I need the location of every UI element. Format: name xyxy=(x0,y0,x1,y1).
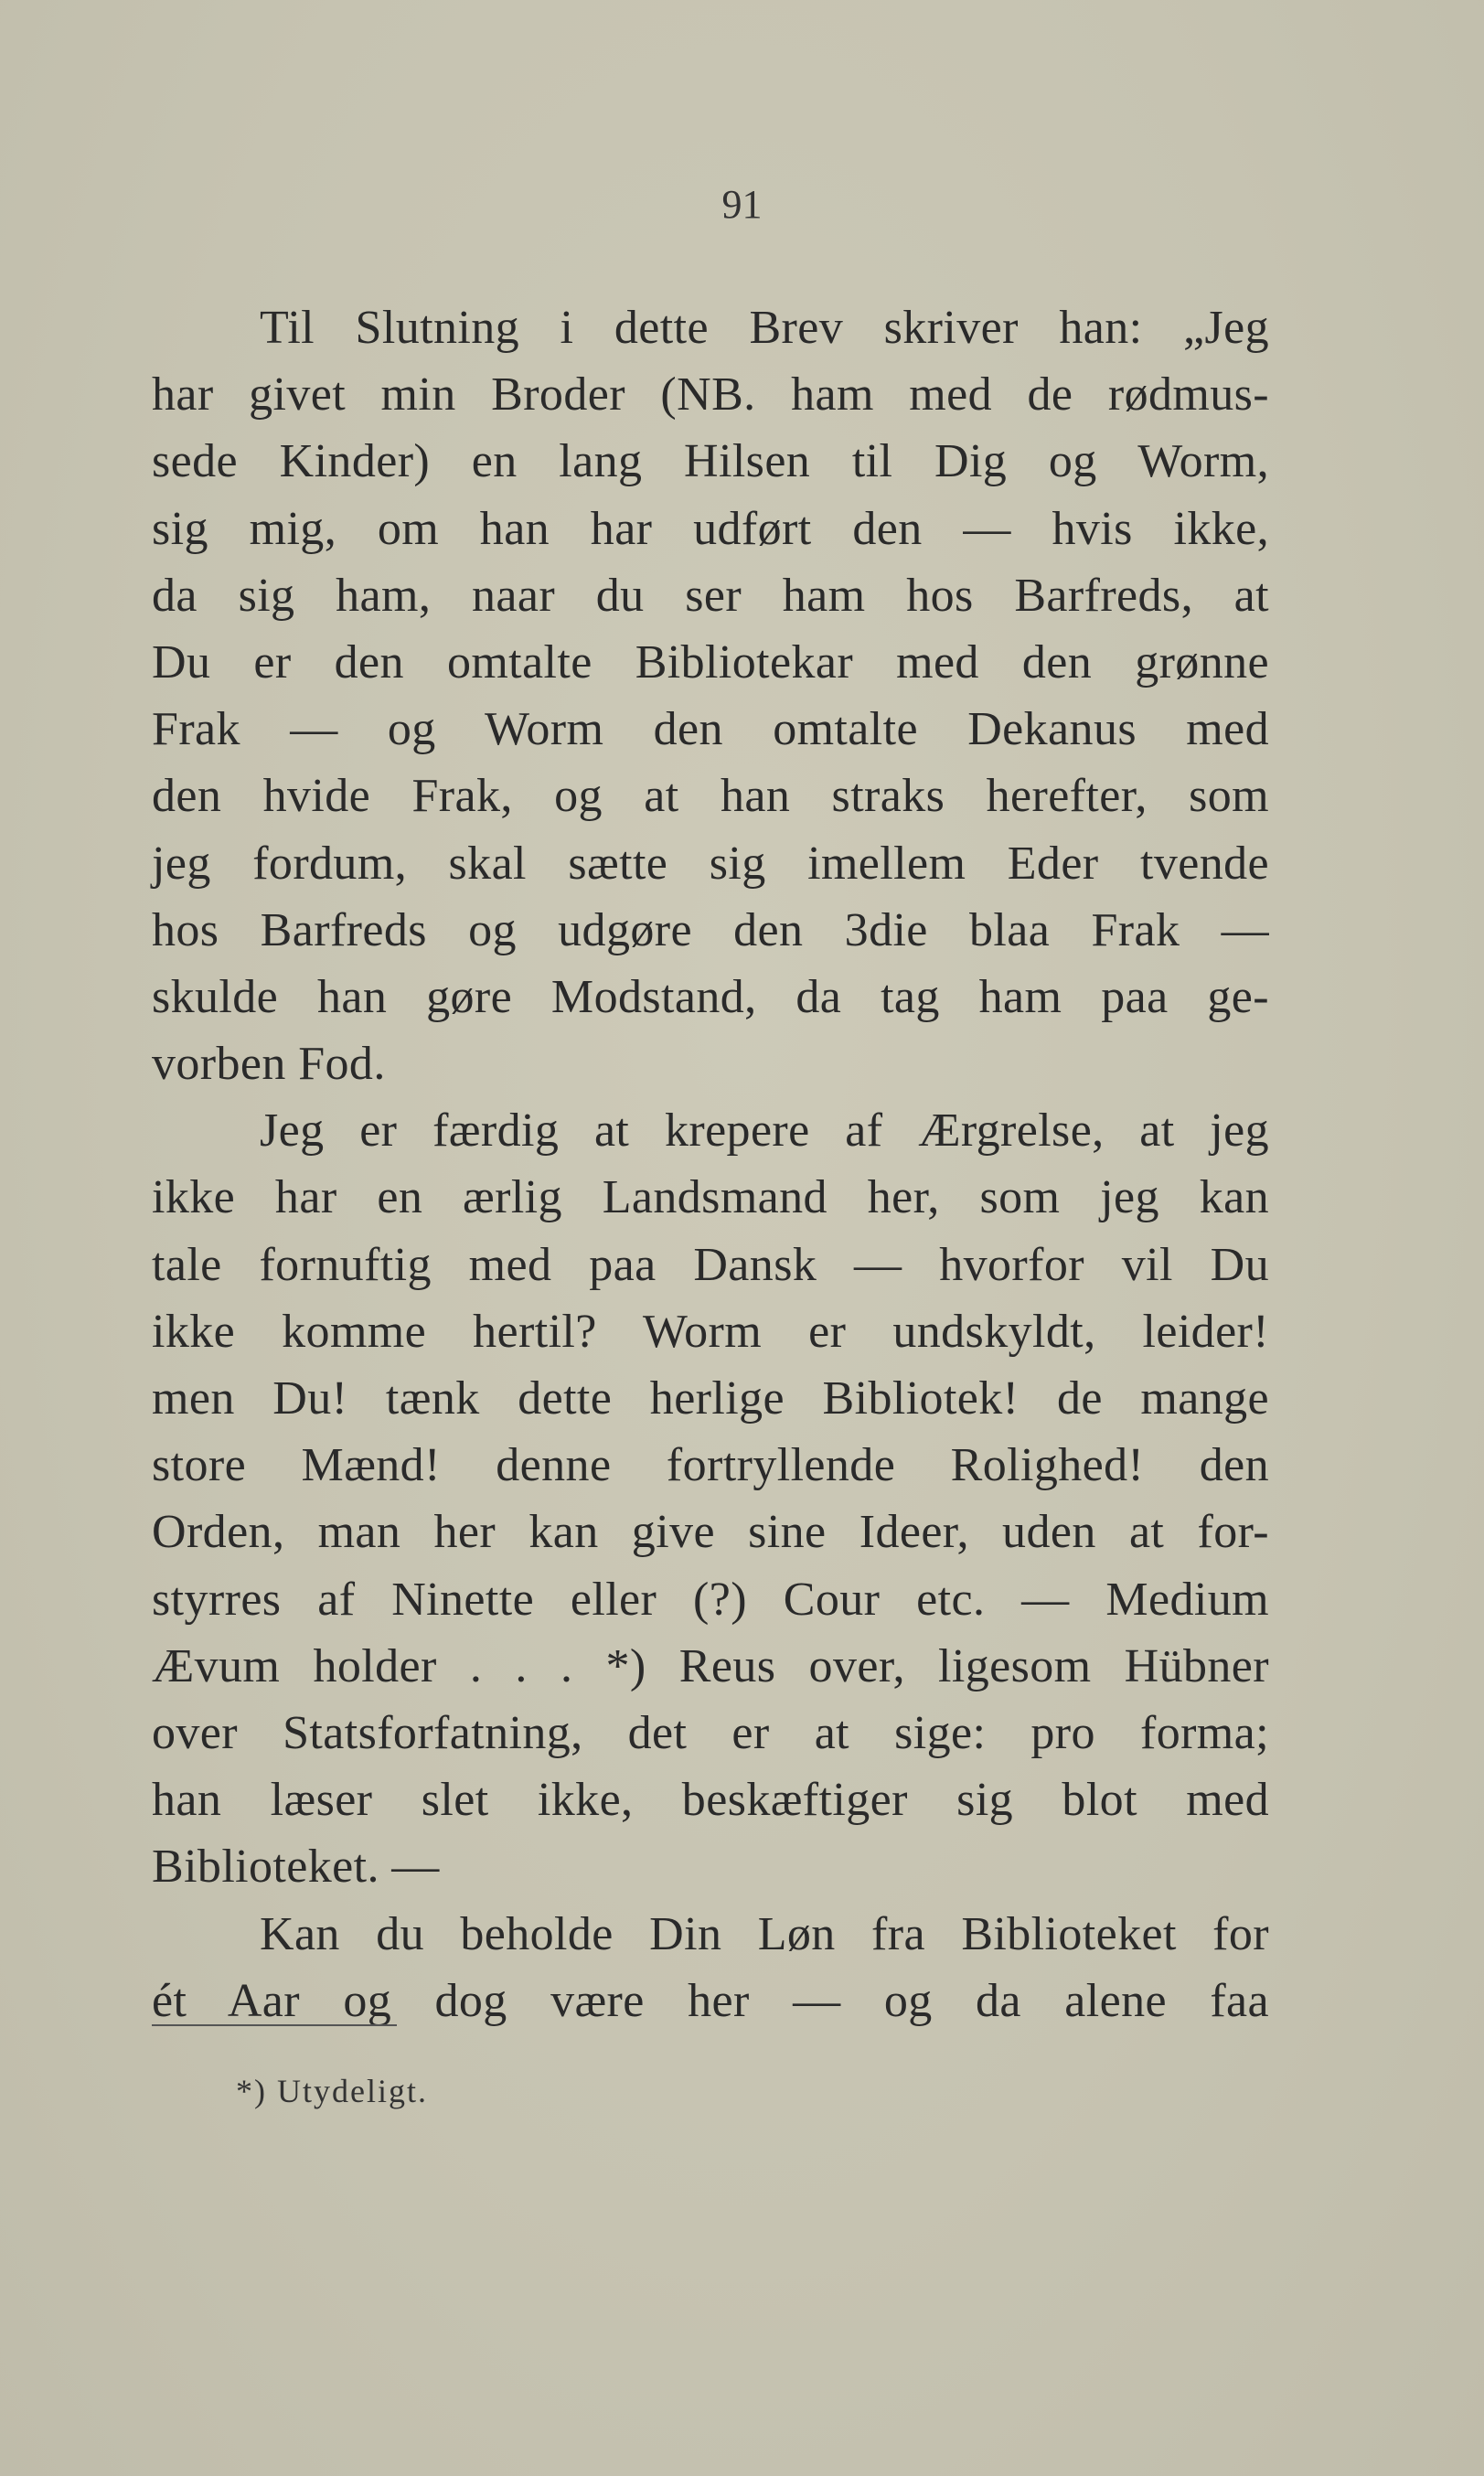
footnote: *) Utydeligt. xyxy=(236,2073,428,2109)
text-line: den hvide Frak, og at han straks herefter, som xyxy=(152,770,1269,823)
text-line: hos Barfreds og udgøre den 3die blaa Frak — xyxy=(152,903,1269,956)
text-line: Kan du beholde Din Løn fra Biblioteket for xyxy=(260,1907,1269,1960)
text-line: styrres af Ninette eller (?) Cour etc. — Medium xyxy=(152,1573,1269,1626)
text-line: Orden, man her kan give sine Ideer, uden at for- xyxy=(152,1506,1269,1559)
text-line: store Mænd! denne fortryllende Rolighed! den xyxy=(152,1439,1269,1492)
text-line: Du er den omtalte Bibliotekar med den grønne xyxy=(152,635,1269,688)
text-line: da sig ham, naar du ser ham hos Barfreds, at xyxy=(152,569,1269,622)
footnote-divider xyxy=(152,2024,397,2026)
text-line: vorben Fod. xyxy=(152,1038,386,1091)
text-line: tale fornuftig med paa Dansk — hvorfor vil Du xyxy=(152,1238,1269,1291)
text-line: sig mig, om han har udført den — hvis ikke, xyxy=(152,502,1269,555)
text-line: Ævum holder . . . *) Reus over, ligesom Hübner xyxy=(152,1639,1269,1692)
text-line: ikke komme hertil? Worm er undskyldt, leider! xyxy=(152,1305,1269,1358)
page-number: 91 xyxy=(721,182,763,227)
text-line: Til Slutning i dette Brev skriver han: „Jeg xyxy=(260,302,1269,354)
text-line: ikke har en ærlig Landsmand her, som jeg kan xyxy=(152,1171,1269,1224)
text-line: Biblioteket. — xyxy=(152,1841,440,1894)
text-line: han læser slet ikke, beskæftiger sig blot med xyxy=(152,1774,1269,1827)
text-line: sede Kinder) en lang Hilsen til Dig og Worm, xyxy=(152,435,1269,488)
text-line: Frak — og Worm den omtalte Dekanus med xyxy=(152,703,1269,756)
text-line: skulde han gøre Modstand, da tag ham paa ge- xyxy=(152,970,1269,1023)
text-line: over Statsforfatning, det er at sige: pro forma; xyxy=(152,1706,1269,1759)
text-line: har givet min Broder (NB. ham med de rødmus- xyxy=(152,368,1269,422)
text-line: ét Aar og dog være her — og da alene faa xyxy=(152,1974,1269,2027)
text-line: Jeg er færdig at krepere af Ærgrelse, at jeg xyxy=(260,1105,1269,1158)
text-line: men Du! tænk dette herlige Bibliotek! de mange xyxy=(152,1372,1269,1425)
body-text xyxy=(152,294,1269,2034)
text-line: jeg fordum, skal sætte sig imellem Eder tvende xyxy=(152,837,1269,890)
